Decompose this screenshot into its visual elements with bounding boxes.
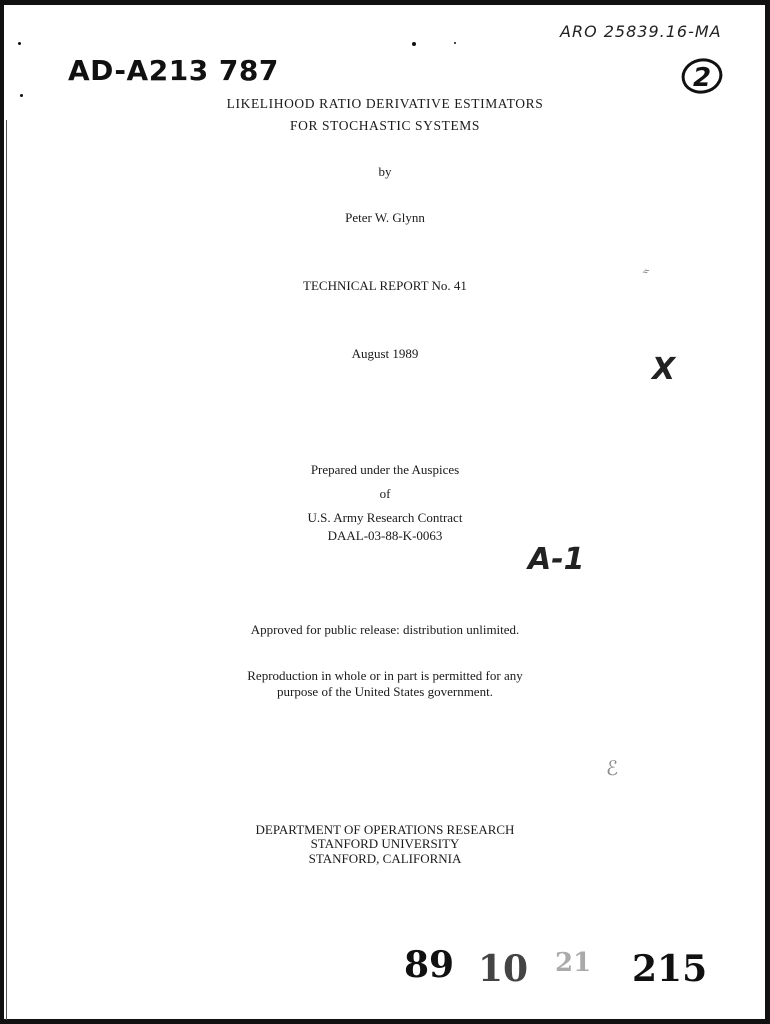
department-line-1: DEPARTMENT OF OPERATIONS RESEARCH [255,822,515,837]
footer-date-code [0,944,770,1004]
sponsorship-line-3: U.S. Army Research Contract [307,510,463,525]
department-line-2: STANFORD UNIVERSITY [310,836,460,851]
distribution-statement: Approved for public release: distribution unlimited. [250,622,520,637]
footer-number-sequence: 215 [632,948,708,990]
department-line-3: STANFORD, CALIFORNIA [308,851,462,866]
reproduction-statement-line-2: purpose of the United States government. [277,684,493,699]
footer-number-year: 89 [404,944,455,986]
sponsorship-line-1: Prepared under the Auspices [310,462,460,477]
sponsorship-line-2: of [379,486,391,501]
report-title-line-1: LIKELIHOOD RATIO DERIVATIVE ESTIMATORS [226,96,544,111]
author-name: Peter W. Glynn [345,210,425,225]
scan-border-top [0,0,770,5]
scan-border-bottom [0,1019,770,1024]
scribble-mark: ℰ [606,756,619,780]
scribble-mark: ⸗ [640,262,653,280]
circled-number-text: 2 [693,63,712,93]
scan-edge-line [6,120,7,1020]
handwritten-check-mark: X [652,352,676,387]
scan-speck [18,42,21,45]
scan-speck [412,42,416,46]
reproduction-statement-line-1: Reproduction in whole or in part is permitted for any [247,668,523,683]
report-number: TECHNICAL REPORT No. 41 [303,278,467,293]
footer-number-month: 10 [478,948,529,990]
handwritten-a1-annotation: A-1 [528,542,585,577]
report-date: August 1989 [351,346,419,361]
by-label: by [378,164,392,179]
accession-number: AD-A213 787 [68,54,279,87]
contract-number: DAAL-03-88-K-0063 [327,528,443,543]
circled-number-mark [680,56,724,96]
footer-number-day: 21 [555,948,592,978]
scan-speck [454,42,456,44]
report-title-line-2: FOR STOCHASTIC SYSTEMS [290,118,480,133]
handwritten-reference-number: ARO 25839.16-MA [560,22,722,41]
